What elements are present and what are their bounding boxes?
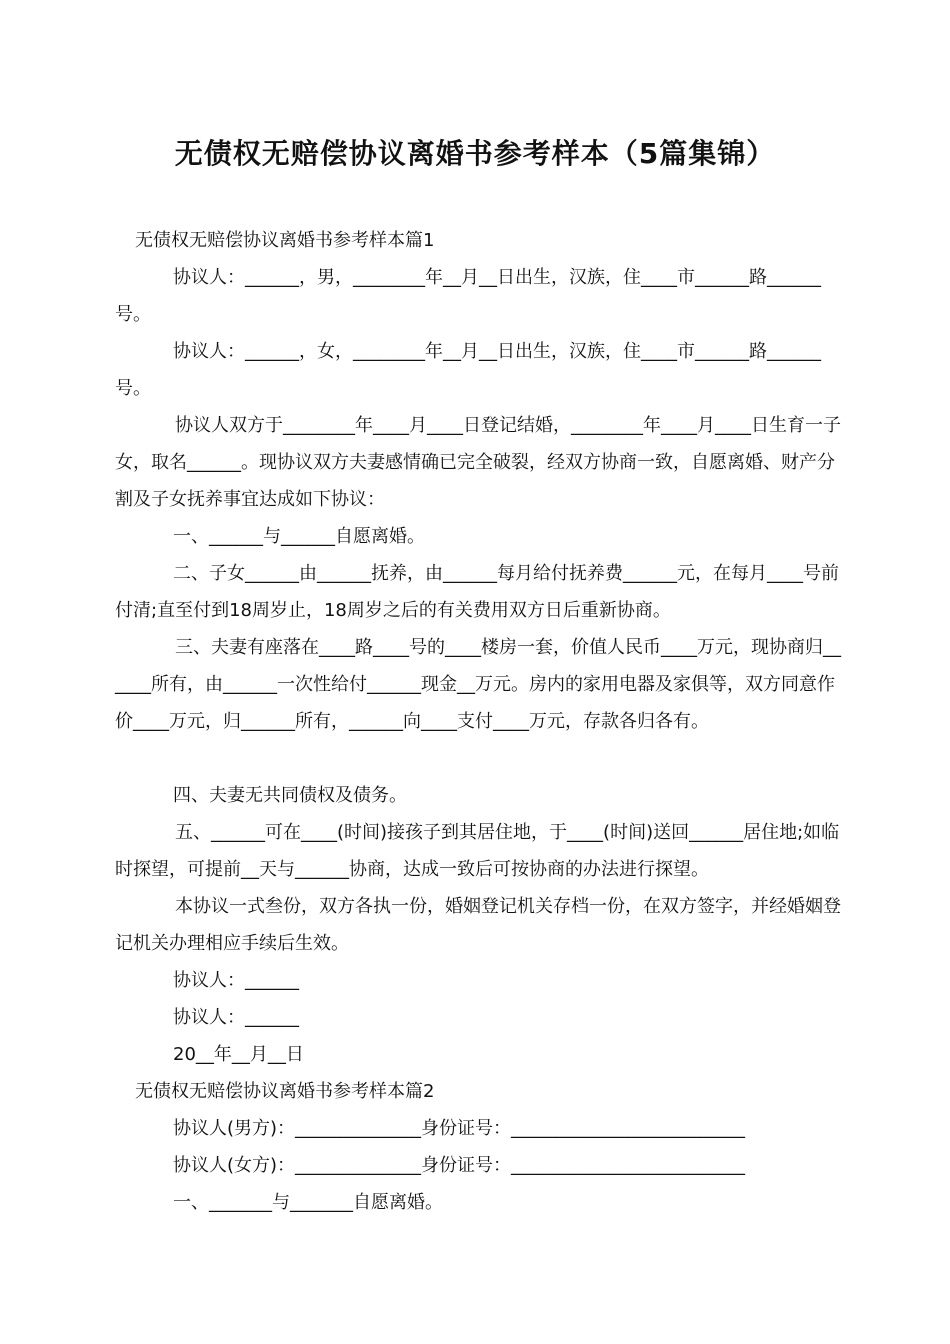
paragraph: 本协议一式叁份，双方各执一份，婚姻登记机关存档一份，在双方签字，并经婚姻登记机关办理相应手续后生效。 [115,896,841,954]
paragraph: 协议人(女方)：______________身份证号：__________________________ [173,1155,746,1176]
signature-line: 协议人：______ [173,1007,299,1028]
document-body [115,222,847,1221]
paragraph: 协议人双方于________年____月____日登记结婚，________年____月____日生育一子女，取名______。现协议双方夫妻感情确已完全破裂，经双方协商一致，自愿离婚、财产分割及子女抚养事宜达成如下协议： [115,415,841,510]
paragraph: 四、夫妻无共同债权及债务。 [173,785,407,806]
paragraph: 协议人：______，男，________年__月__日出生，汉族，住____市______路______号。 [115,267,821,325]
paragraph: 五、______可在____(时间)接孩子到其居住地，于____(时间)送回______居住地;如临时探望，可提前__天与______协商，达成一致后可按协商的办法进行探望。 [115,822,840,880]
paragraph: 一、_______与_______自愿离婚。 [173,1192,443,1213]
date-line: 20__年__月__日 [173,1044,304,1065]
paragraph: 协议人(男方)：______________身份证号：__________________________ [173,1118,746,1139]
paragraph: 二、子女______由______抚养，由______每月给付抚养费______元，在每月____号前付清;直至付到18周岁止，18周岁之后的有关费用双方日后重新协商。 [115,563,839,621]
section-heading: 无债权无赔偿协议离婚书参考样本篇1 [135,230,435,251]
paragraph: 协议人：______，女，________年__月__日出生，汉族，住____市______路______号。 [115,341,821,399]
signature-line: 协议人：______ [173,970,299,991]
section-heading: 无债权无赔偿协议离婚书参考样本篇2 [135,1081,435,1102]
paragraph-gap [115,740,847,777]
paragraph: 一、______与______自愿离婚。 [173,526,425,547]
paragraph: 三、夫妻有座落在____路____号的____楼房一套，价值人民币____万元，现协商归______所有，由______一次性给付______现金__万元。房内的家用电器及家俱等，双方同意作价____万元，归______所有，______向____支付____万元，存款各归各有。 [115,637,841,732]
document-title: 无债权无赔偿协议离婚书参考样本（5篇集锦） [174,137,776,170]
